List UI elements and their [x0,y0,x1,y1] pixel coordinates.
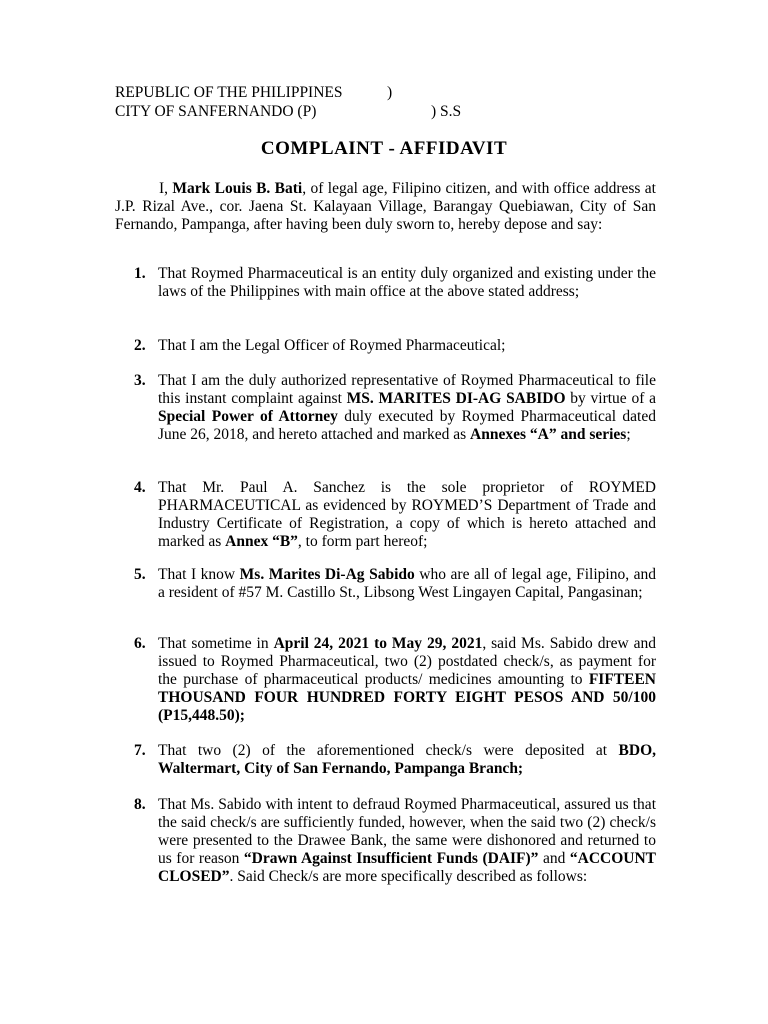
allegation-emphasis: Special Power of Attorney [158,408,338,425]
allegation-segment: That I know [158,566,240,583]
allegation-item [134,796,656,886]
allegation-emphasis: April 24, 2021 to May 29, 2021 [273,635,483,652]
allegation-number: 2. [134,337,146,354]
intro-post: , of legal age, Filipino citizen, and with office address at J.P. Rizal Ave., cor. Jaena St. Kalayaan Village, Barangay Quebiawan, City of San Fernando, Pampanga, after having been duly sworn to, hereby depose and say: [115,180,656,233]
allegation-segment: , to form part hereof; [297,533,428,550]
venue-paren: ) [387,84,393,101]
venue-ss: ) S.S [431,103,462,120]
document-title: COMPLAINT - AFFIDAVIT [260,138,508,159]
allegation-segment: That sometime in [158,635,274,652]
venue-city-text: CITY OF SANFERNANDO (P) [115,103,317,120]
allegation-segment: . Said Check/s are more specifically described as follows: [229,868,588,885]
allegation-number: 4. [134,479,146,496]
allegation-segment: duly executed by Roymed Pharmaceutical dated June 26, 2018, and hereto attached and marked as [158,408,656,443]
allegation-emphasis: FIFTEEN THOUSAND FOUR HUNDRED FORTY EIGHT PESOS AND 50/100 (P15,448.50); [158,671,656,724]
intro-pre: I, [159,180,173,197]
allegation-segment: who are all of legal age, Filipino, and a resident of #57 M. Castillo St., Libsong West Lingayen Capital, Pangasinan; [158,566,656,601]
allegation-item [134,479,656,551]
allegation-text [158,372,656,444]
allegation-emphasis: BDO, Waltermart, City of San Fernando, Pampanga Branch; [158,742,656,777]
allegation-segment: That Mr. Paul A. Sanchez is the sole proprietor of ROYMED PHARMACEUTICAL as evidenced by ROYMED’S Department of Trade and Industry Certificate of Registration, a copy of which is hereto attached and marked as [158,479,656,550]
venue-line-republic [115,84,515,103]
allegation-emphasis: “ACCOUNT CLOSED” [158,850,656,885]
allegation-item [134,742,656,778]
allegation-item [134,566,656,602]
venue-line-city [115,103,515,122]
allegation-number: 3. [134,372,146,389]
allegation-emphasis: Ms. Marites Di-Ag Sabido [239,566,415,583]
allegation-number: 5. [134,566,146,583]
allegation-segment: That Ms. Sabido with intent to defraud Roymed Pharmaceutical, assured us that the said check/s are sufficiently funded, however, when the said two (2) check/s were presented to the Drawee Bank, the same were dishonored and returned to us for reason [158,796,656,867]
allegation-text [158,635,656,725]
allegation-text [158,566,656,602]
allegation-item [134,265,656,301]
allegation-emphasis: Annexes “A” and series [470,426,627,443]
allegation-item [134,337,656,355]
allegation-number: 6. [134,635,146,652]
allegation-text [158,796,656,886]
allegation-text [158,479,656,551]
allegation-emphasis: Annex “B” [225,533,298,550]
allegation-text [158,742,656,778]
allegation-segment: ; [626,426,631,443]
allegation-segment: and [538,850,570,867]
intro-paragraph [115,180,656,234]
allegation-number: 7. [134,742,146,759]
allegation-segment: That I am the duly authorized representative of Roymed Pharmaceutical to file this instant complaint against [158,372,656,407]
allegation-emphasis: MS. MARITES DI-AG SABIDO [346,390,566,407]
allegation-segment: That Roymed Pharmaceutical is an entity duly organized and existing under the laws of the Philippines with main office at the above stated address; [158,265,656,300]
allegation-text [158,337,656,355]
allegation-segment: , said Ms. Sabido drew and issued to Roymed Pharmaceutical, two (2) postdated check/s, as payment for the purchase of pharmaceutical products/ medicines amounting to [158,635,656,688]
allegation-segment: by virtue of a [565,390,656,407]
allegation-segment: That I am the Legal Officer of Roymed Pharmaceutical; [158,337,506,354]
venue-caption [115,84,515,122]
allegation-emphasis: “Drawn Against Insufficient Funds (DAIF)” [243,850,539,867]
affiant-name: Mark Louis B. Bati [172,180,303,197]
venue-republic-text: REPUBLIC OF THE PHILIPPINES [115,84,343,101]
allegation-segment: That two (2) of the aforementioned check/s were deposited at [158,742,619,759]
allegation-number: 8. [134,796,146,813]
allegation-text [158,265,656,301]
allegation-item [134,635,656,725]
allegation-item [134,372,656,444]
allegation-number: 1. [134,265,146,282]
